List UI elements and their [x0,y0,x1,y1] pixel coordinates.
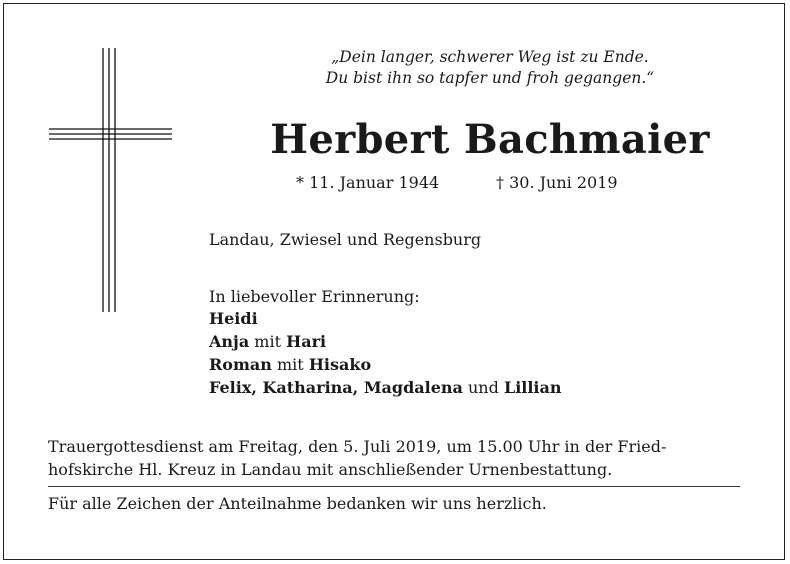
memory-heading: In liebevoller Erinnerung: [209,287,420,306]
family-conjunction: mit [277,355,304,374]
family-name: Roman [209,355,272,374]
family-name: Anja [209,332,250,351]
birth-date: * 11. Januar 1944 [296,173,440,192]
thanks-text: Für alle Zeichen der Anteilnahme bedanken wir uns herzlich. [48,494,547,513]
family-line [209,331,326,353]
family-name: Lillian [503,378,562,397]
family-line [209,354,371,376]
service-line-1: Trauergottesdienst am Freitag, den 5. Juli 2019, um 15.00 Uhr in der Fried- [48,437,667,456]
family-name: Heidi [209,309,258,328]
places: Landau, Zwiesel und Regensburg [209,230,482,249]
family-conjunction: mit [254,332,282,351]
divider [48,486,740,487]
death-date: † 30. Juni 2019 [496,173,618,192]
family-name: Hari [286,332,327,351]
quote-line-2: Du bist ihn so tapfer und froh gegangen.“ [325,69,655,87]
family-name: Felix, Katharina, Magdalena [209,378,463,397]
deceased-name: Herbert Bachmaier [270,116,710,163]
service-info [48,435,666,481]
family-line [209,308,258,330]
family-line [209,377,562,399]
family-name: Hisako [308,355,372,374]
family-conjunction: und [467,378,499,397]
quote-line-1: „Dein langer, schwerer Weg ist zu Ende. [331,48,649,66]
service-line-2: hofskirche Hl. Kreuz in Landau mit anschließender Urnenbestattung. [48,460,613,479]
